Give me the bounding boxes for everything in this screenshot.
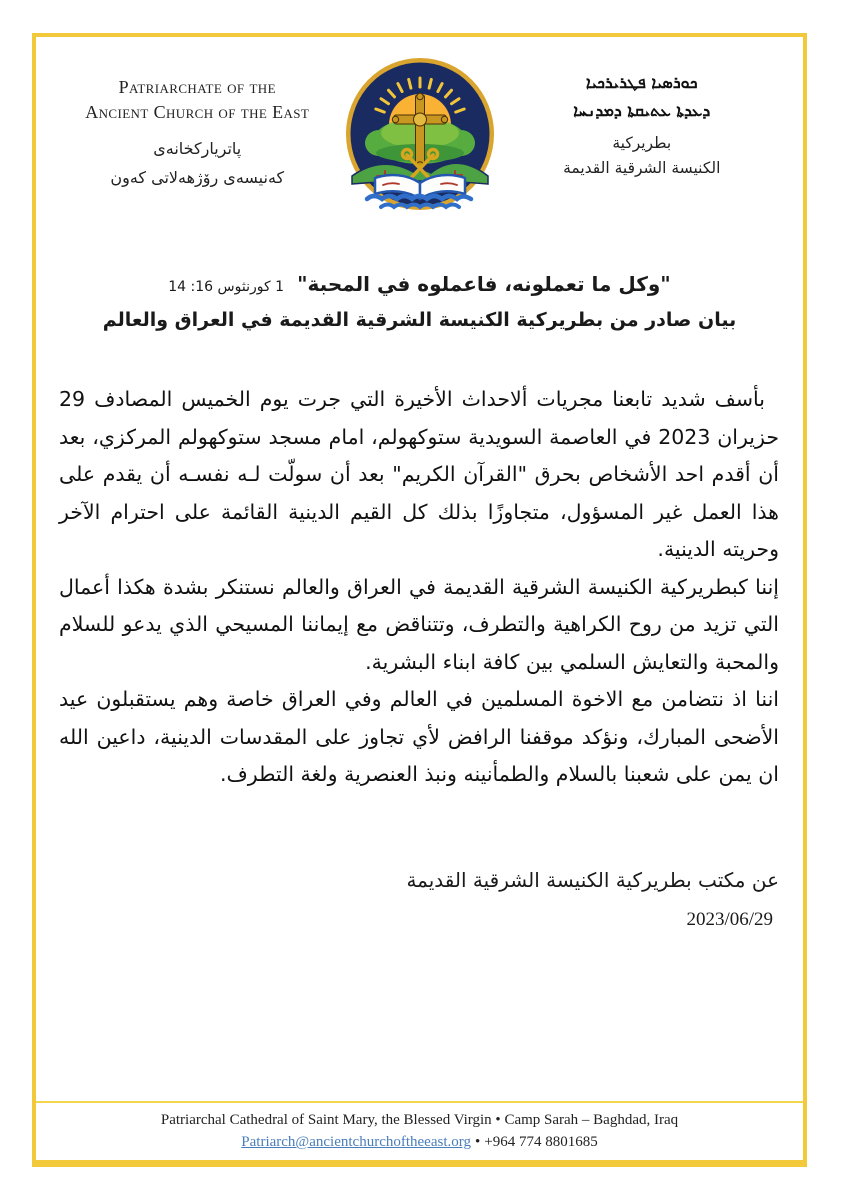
body-paragraph-1: بأسف شديد تابعنا مجريات ألاحداث الأخيرة التي جرت يوم الخميس المصادف 29 حزيران 2023 في العاصمة السويدية ستوكهولم، امام مسجد ستوكهولم المركزي، بعد أن أقدم احد الأشخاص بحرق "القرآن الكريم" بعد أن سولّت لـه نفسـه أن يقدم على هذا العمل غير المسؤول، متجاوزًا بذلك كل القيم الدينية القائمة على احترام الآخر وحريته الدينية. xyxy=(59,387,779,561)
org-name-arabic-line2: الكنيسة الشرقية القديمة xyxy=(563,159,721,177)
org-name-syriac-line1: ܟܘܪܣܝܐ ܦܛܪܝܪܟܝܐ xyxy=(585,73,698,92)
page-border-frame xyxy=(32,33,807,1167)
footer-address: Patriarchal Cathedral of Saint Mary, the Blessed Virgin • Camp Sarah – Baghdad, Iraq xyxy=(160,1112,679,1128)
footer-email-link[interactable]: Patriarch@ancientchurchoftheeast.org xyxy=(241,1134,471,1150)
footer xyxy=(36,1101,803,1160)
footer-separator: • xyxy=(474,1134,481,1150)
scripture-reference: 1 كورنثوس 16: 14 xyxy=(168,279,285,295)
org-name-arabic-line1: بطريركية xyxy=(612,134,672,152)
statement-body xyxy=(36,381,803,794)
signature-date: 2023/06/29 xyxy=(686,908,773,930)
org-name-syriac-line2: ܕܥܕܬܐ ܥܬܝܩܬܐ ܕܡܕܢܚܐ xyxy=(573,101,711,120)
org-name-english-line2: Ancient Church of the East xyxy=(85,102,310,122)
org-name-english-line1: Patriarchate of the xyxy=(118,77,276,97)
letterhead-english-block xyxy=(50,57,345,192)
signature-block xyxy=(36,860,803,940)
signature-office: عن مكتب بطريركية الكنيسة الشرقية القديمة xyxy=(406,867,779,892)
letterhead xyxy=(36,37,803,216)
statement-title: بيان صادر من بطريركية الكنيسة الشرقية القديمة في العراق والعالم xyxy=(102,309,737,331)
church-emblem-icon xyxy=(345,57,495,212)
body-paragraph-3: اننا اذ نتضامن مع الاخوة المسلمين في العالم وفي العراق خاصة وهم يستقبلون عيد الأضحى المبارك، ونؤكد موقفنا الرافض لأي تجاوز على المقدسات الدينية، داعين الله ان يمن على شعبنا بالسلام والطمأنينه ونبذ العنصرية ولغة التطرف. xyxy=(59,687,779,786)
org-name-kurdish-line2: کەنیسەی رۆژهەلاتی کەون xyxy=(110,168,285,187)
org-name-kurdish-line1: پاتریارکخانەی xyxy=(153,139,242,158)
scripture-quote-line xyxy=(36,272,803,296)
letterhead-syriac-arabic-block xyxy=(495,57,790,181)
body-paragraph-2: إننا كبطريركية الكنيسة الشرقية القديمة في العراق والعالم نستنكر بشدة هكذا أعمال التي تزيد من روح الكراهية والتطرف، وتتناقض مع إيماننا المسيحي الذي يدعو للسلام والمحبة والتعايش السلمي بين كافة ابناء البشرية. xyxy=(59,574,779,674)
scripture-quote: "وكل ما تعملونه، فاعملوه في المحبة" xyxy=(297,272,671,296)
church-emblem-logo xyxy=(345,57,495,216)
footer-phone: +964 774 8801685 xyxy=(484,1134,598,1150)
footer-contact-line xyxy=(36,1131,803,1153)
